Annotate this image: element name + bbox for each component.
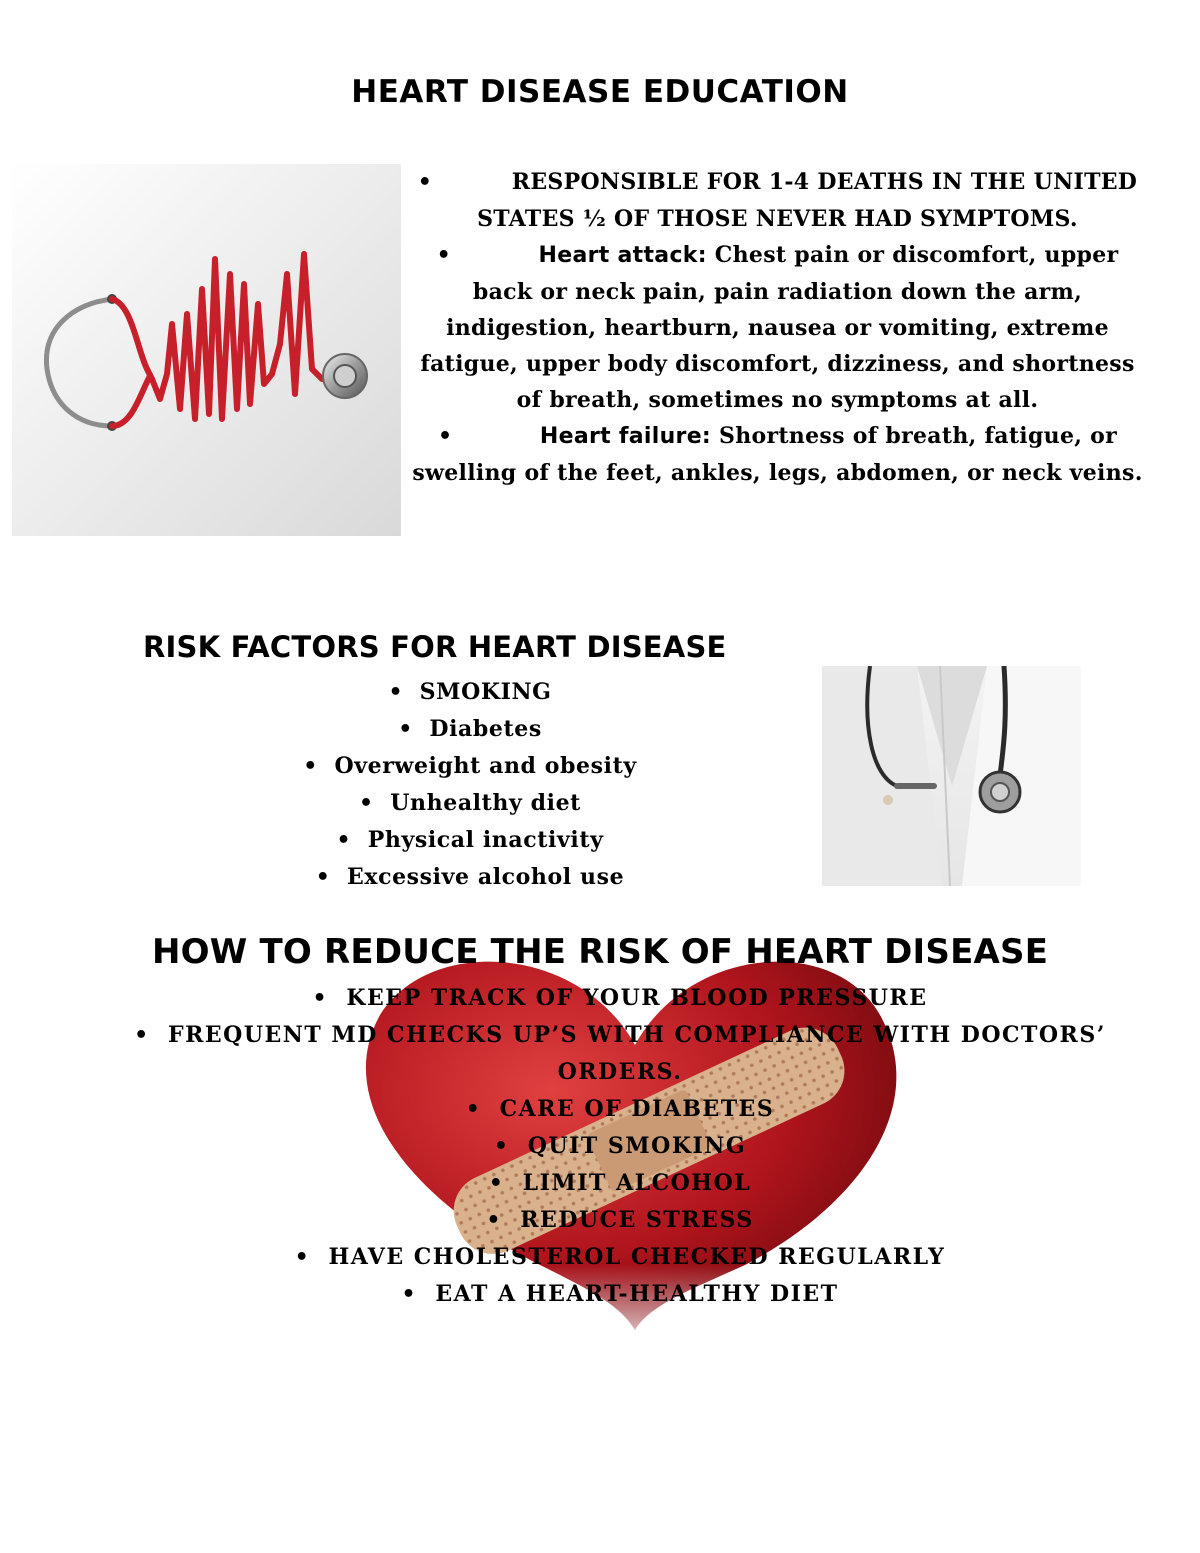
reduce-item [100, 1202, 1140, 1239]
reduce-item [100, 1128, 1140, 1165]
reduce-item-text: EAT A HEART-HEALTHY DIET [435, 1281, 839, 1307]
risk-item [140, 822, 800, 859]
heart-failure-text: Shortness of breath, fatigue, or swelling of the feet, ankles, legs, abdomen, or neck veins. [412, 423, 1143, 486]
reduce-item [100, 1276, 1140, 1313]
risk-item [140, 785, 800, 822]
intro-bullet-list [410, 164, 1145, 491]
risk-item-text: SMOKING [419, 679, 552, 705]
risk-item-text: Unhealthy diet [390, 790, 581, 816]
reduce-item-text: LIMIT ALCOHOL [522, 1170, 752, 1196]
bullet-dot: • [315, 865, 331, 890]
stethoscope-heartbeat-image [12, 164, 401, 536]
intro-deaths-text: RESPONSIBLE FOR 1-4 DEATHS IN THE UNITED STATES ½ OF THOSE NEVER HAD SYMPTOMS. [477, 169, 1138, 232]
risk-item [140, 711, 800, 748]
intro-item-deaths [410, 164, 1145, 237]
bullet-dot: • [336, 828, 352, 853]
risk-factors-heading: RISK FACTORS FOR HEART DISEASE [143, 630, 727, 664]
bullet-dot: • [401, 1282, 418, 1307]
intro-item-heart-attack [410, 237, 1145, 418]
bullet-dot: • [437, 424, 453, 449]
reduce-item-text: HAVE CHOLESTEROL CHECKED REGULARLY [328, 1244, 946, 1270]
bullet-dot: • [493, 1134, 510, 1159]
bullet-dot: • [303, 754, 318, 779]
bullet-dot: • [417, 170, 433, 195]
risk-item-text: Physical inactivity [367, 827, 604, 853]
bullet-dot: • [134, 1023, 150, 1048]
reduce-item [100, 1165, 1140, 1202]
risk-item [140, 674, 800, 711]
risk-factors-list [140, 674, 800, 896]
heart-attack-text: Chest pain or discomfort, upper back or neck pain, pain radiation down the arm, indigestion, heartburn, nausea or vomiting, extreme fatigue, upper body discomfort, dizziness, and shortness of breath, sometimes no symptoms at all. [420, 242, 1135, 413]
reduce-item [100, 980, 1140, 1017]
bullet-dot: • [312, 986, 329, 1011]
risk-item [140, 859, 800, 896]
risk-item [140, 748, 800, 785]
reduce-risk-heading: HOW TO REDUCE THE RISK OF HEART DISEASE [152, 932, 1049, 972]
page-title: HEART DISEASE EDUCATION [351, 74, 849, 110]
bullet-dot: • [486, 1208, 502, 1233]
risk-item-text: Diabetes [429, 716, 542, 742]
reduce-item [100, 1091, 1140, 1128]
doctor-coat-image [822, 666, 1081, 886]
reduce-item-text: REDUCE STRESS [520, 1207, 754, 1233]
bullet-dot: • [388, 680, 404, 705]
reduce-item [100, 1239, 1140, 1276]
reduce-item-text: QUIT SMOKING [527, 1133, 747, 1159]
bullet-dot: • [465, 1097, 482, 1122]
bullet-dot: • [436, 243, 451, 268]
risk-item-text: Excessive alcohol use [347, 864, 625, 890]
heart-failure-label: Heart failure: [539, 424, 712, 449]
reduce-item-text: FREQUENT MD CHECKS UP’S WITH COMPLIANCE WITH DOCTORS’ ORDERS. [168, 1022, 1106, 1085]
reduce-item-text: CARE OF DIABETES [499, 1096, 775, 1122]
intro-item-heart-failure [410, 418, 1145, 491]
heart-attack-label: Heart attack: [538, 243, 707, 268]
bullet-dot: • [294, 1245, 311, 1270]
bullet-dot: • [488, 1171, 505, 1196]
reduce-risk-list [100, 980, 1140, 1313]
reduce-item [100, 1017, 1140, 1091]
reduce-item-text: KEEP TRACK OF YOUR BLOOD PRESSURE [346, 985, 928, 1011]
risk-item-text: Overweight and obesity [334, 753, 637, 779]
bullet-dot: • [359, 791, 374, 816]
bullet-dot: • [398, 717, 413, 742]
